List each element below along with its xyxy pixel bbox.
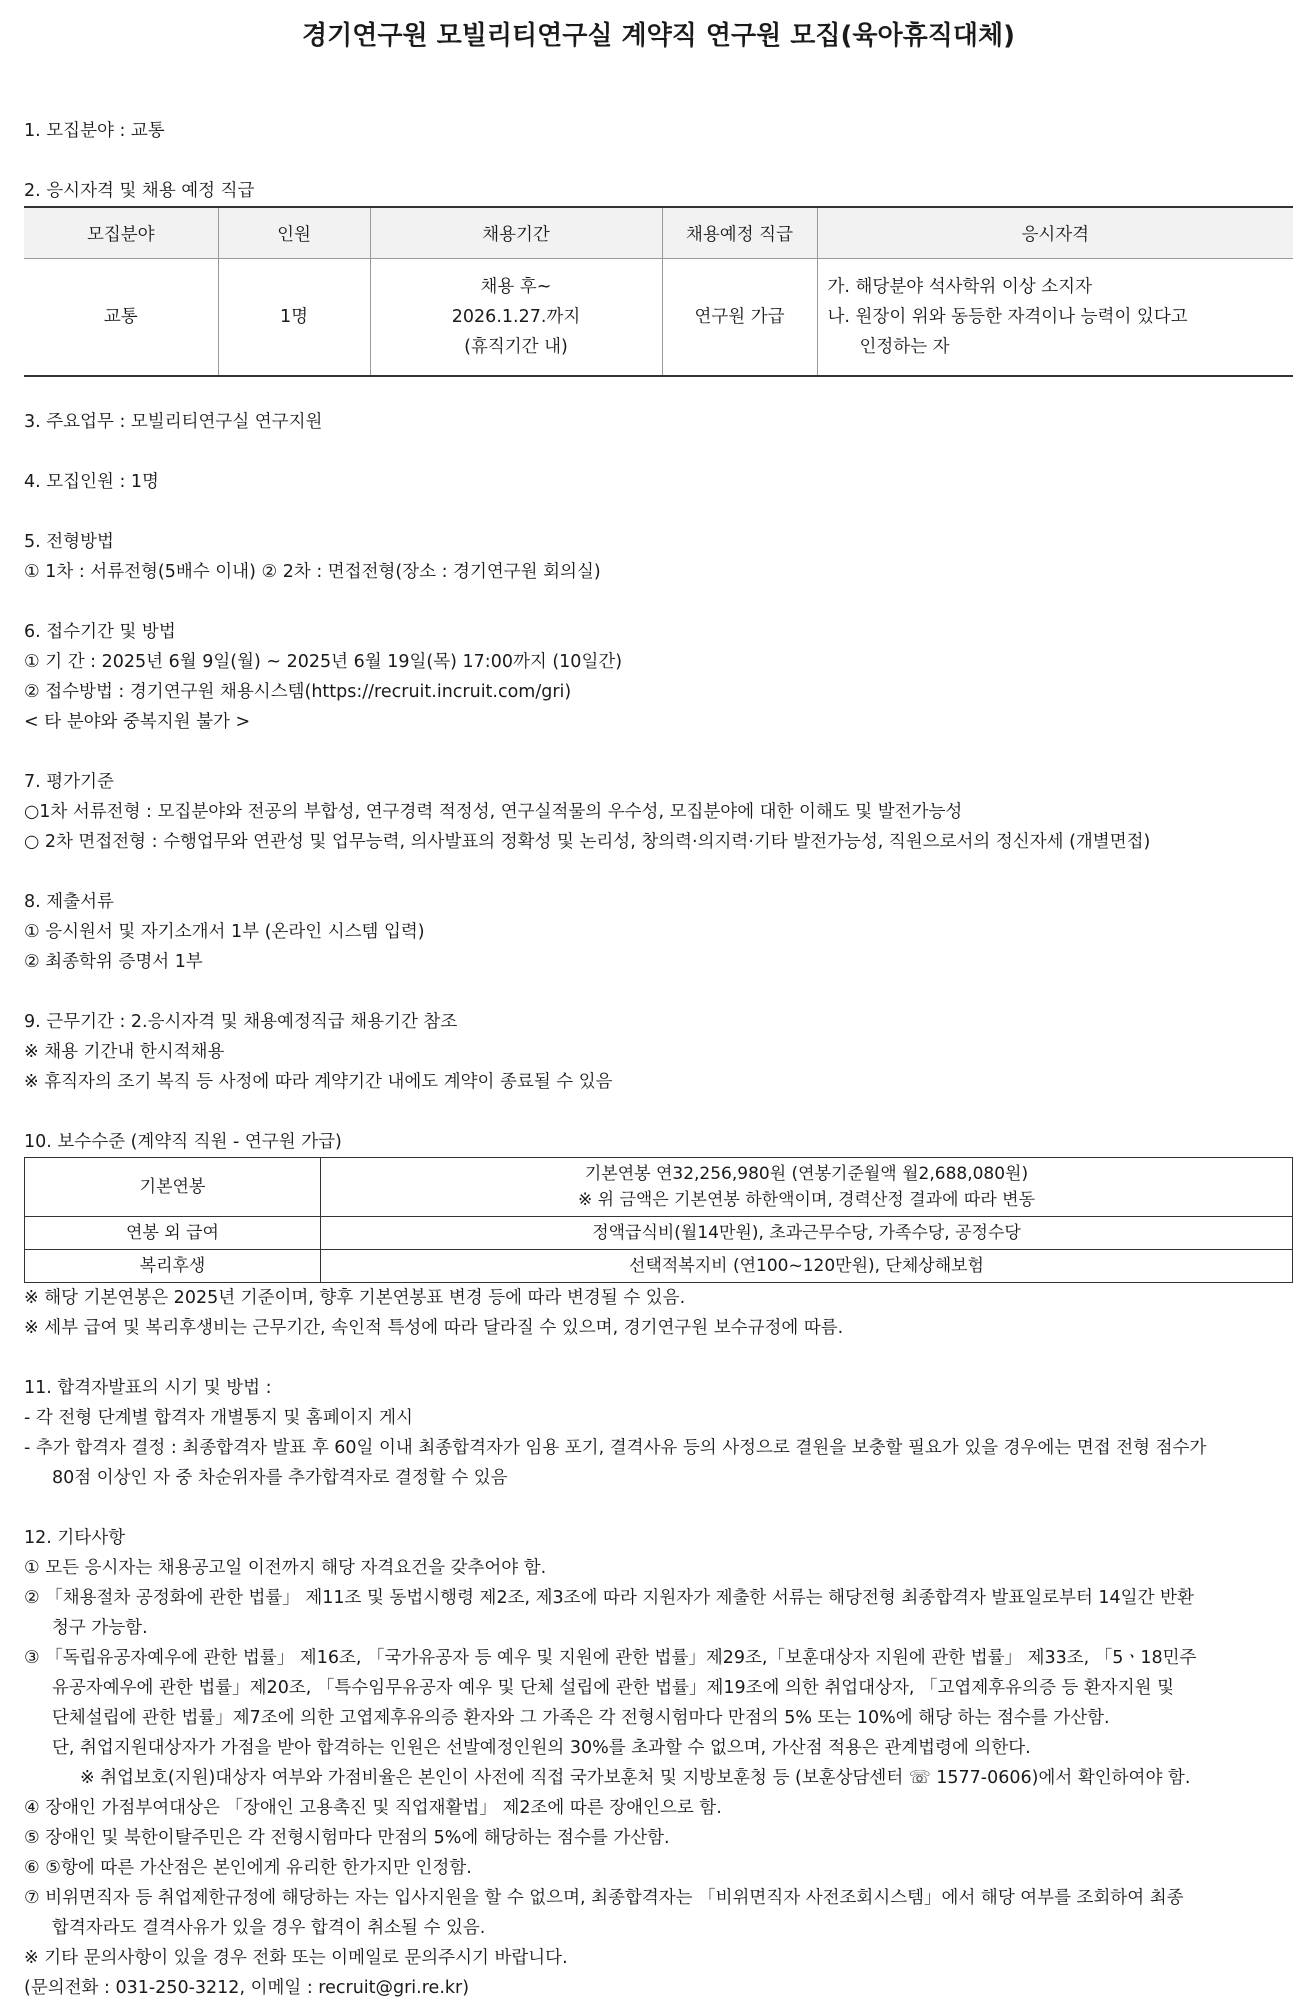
section-6-line: ① 기 간 : 2025년 6월 9일(월) ~ 2025년 6월 19일(목) 17:00까지 (10일간): [24, 652, 623, 672]
table-header-row: [24, 207, 1293, 259]
section-12-line: 합격자라도 결격사유가 있을 경우 합격이 취소될 수 있음.: [52, 1918, 486, 1938]
salary-table: [24, 1157, 1293, 1283]
table-header: 인원: [218, 207, 370, 259]
section-11-line: - 각 전형 단계별 합격자 개별통지 및 홈페이지 게시: [24, 1408, 413, 1428]
section-12-line: ④ 장애인 가점부여대상은 「장애인 고용촉진 및 직업재활법」 제2조에 따른 장애인으로 함.: [24, 1798, 722, 1818]
salary-row-head: 기본연봉: [25, 1158, 321, 1217]
table-row: [25, 1158, 1293, 1217]
cell-grade: 연구원 가급: [662, 259, 817, 377]
qualification-table: [24, 206, 1293, 377]
section-12-line: ※ 취업보호(지원)대상자 여부와 가점비율은 본인이 사전에 직접 국가보훈처 및 지방보훈청 등 (보훈상담센터 ☏ 1577-0606)에서 확인하여야 함.: [80, 1768, 1191, 1788]
table-header: 응시자격: [817, 207, 1293, 259]
section-12-line: 단체설립에 관한 법률」제7조에 의한 고엽제후유의증 환자와 그 가족은 각 전형시험마다 만점의 5% 또는 10%에 해당 하는 점수를 가산함.: [52, 1708, 1110, 1728]
salary-line: 기본연봉 연32,256,980원 (연봉기준월액 월2,688,080원): [584, 1164, 1029, 1184]
contact-line: (문의전화 : 031-250-3212, 이메일 : recruit@gri.re.kr): [24, 1978, 470, 1998]
qual-line: 인정하는 자: [859, 337, 950, 357]
section-12-title: 12. 기타사항: [24, 1528, 126, 1548]
section-9-line: ※ 휴직자의 조기 복직 등 사정에 따라 계약기간 내에도 계약이 종료될 수 있음: [24, 1072, 613, 1092]
salary-line: ※ 위 금액은 기본연봉 하한액이며, 경력산정 결과에 따라 변동: [577, 1190, 1035, 1210]
cell-period: [370, 259, 662, 377]
section-2-title: 2. 응시자격 및 채용 예정 직급: [24, 181, 255, 201]
section-12-line: ③ 「독립유공자예우에 관한 법률」 제16조, 「국가유공자 등 예우 및 지원에 관한 법률」제29조,「보훈대상자 지원에 관한 법률」 제33조, 「5ㆍ18민주: [24, 1648, 1197, 1668]
section-9-line: ※ 채용 기간내 한시적채용: [24, 1042, 225, 1062]
salary-row-head: 연봉 외 급여: [25, 1217, 321, 1250]
section-11-line: 80점 이상인 자 중 차순위자를 추가합격자로 결정할 수 있음: [52, 1468, 508, 1488]
section-12-line: ⑥ ⑤항에 따른 가산점은 본인에게 유리한 한가지만 인정함.: [24, 1858, 472, 1878]
section-7-title: 7. 평가기준: [24, 772, 114, 792]
period-line: 채용 후~: [480, 277, 552, 297]
section-12-line: ① 모든 응시자는 채용공고일 이전까지 해당 자격요건을 갖추어야 함.: [24, 1558, 547, 1578]
cell-count: 1명: [218, 259, 370, 377]
page-title: 경기연구원 모빌리티연구실 계약직 연구원 모집(육아휴직대체): [302, 21, 1015, 51]
cell-qualification: [817, 259, 1293, 377]
section-8-line: ① 응시원서 및 자기소개서 1부 (온라인 시스템 입력): [24, 922, 425, 942]
salary-note: ※ 해당 기본연봉은 2025년 기준이며, 향후 기본연봉표 변경 등에 따라 변경될 수 있음.: [24, 1288, 686, 1308]
table-row: [25, 1217, 1293, 1250]
section-5-title: 5. 전형방법: [24, 532, 114, 552]
salary-row-value: 정액급식비(월14만원), 초과근무수당, 가족수당, 공정수당: [321, 1217, 1293, 1250]
section-5-line: ① 1차 : 서류전형(5배수 이내) ② 2차 : 면접전형(장소 : 경기연구원 회의실): [24, 562, 601, 582]
section-11-line: - 추가 합격자 결정 : 최종합격자 발표 후 60일 이내 최종합격자가 임용 포기, 결격사유 등의 사정으로 결원을 보충할 필요가 있을 경우에는 면접 전형 점수가: [24, 1438, 1207, 1458]
section-8-title: 8. 제출서류: [24, 892, 114, 912]
salary-note: ※ 세부 급여 및 복리후생비는 근무기간, 속인적 특성에 따라 달라질 수 있으며, 경기연구원 보수규정에 따름.: [24, 1318, 844, 1338]
section-12-line: 청구 가능함.: [52, 1618, 148, 1638]
qual-line: 가. 해당분야 석사학위 이상 소지자: [827, 277, 1092, 297]
section-7-line: ○1차 서류전형 : 모집분야와 전공의 부합성, 연구경력 적정성, 연구실적물의 우수성, 모집분야에 대한 이해도 및 발전가능성: [24, 802, 963, 822]
cell-field: 교통: [24, 259, 218, 377]
section-11-title: 11. 합격자발표의 시기 및 방법 :: [24, 1378, 272, 1398]
section-6-line: ② 접수방법 : 경기연구원 채용시스템(https://recruit.incruit.com/gri): [24, 682, 572, 702]
table-header: 모집분야: [24, 207, 218, 259]
section-12-line: 단, 취업지원대상자가 가점을 받아 합격하는 인원은 선발예정인원의 30%를 초과할 수 없으며, 가산점 적용은 관계법령에 의한다.: [52, 1738, 1031, 1758]
section-1-field: 1. 모집분야 : 교통: [24, 121, 165, 141]
salary-row-value: 선택적복지비 (연100~120만원), 단체상해보험: [321, 1250, 1293, 1283]
table-row: [25, 1250, 1293, 1283]
section-9-title: 9. 근무기간 : 2.응시자격 및 채용예정직급 채용기간 참조: [24, 1012, 458, 1032]
table-row: [24, 259, 1293, 377]
section-8-line: ② 최종학위 증명서 1부: [24, 952, 203, 972]
section-4-headcount: 4. 모집인원 : 1명: [24, 472, 159, 492]
section-10-title: 10. 보수수준 (계약직 직원 - 연구원 가급): [24, 1132, 342, 1152]
section-7-line: ○ 2차 면접전형 : 수행업무와 연관성 및 업무능력, 의사발표의 정확성 및 논리성, 창의력·의지력·기타 발전가능성, 직원으로서의 정신자세 (개별면접): [24, 832, 1151, 852]
section-12-line: 유공자예우에 관한 법률」제20조, 「특수임무유공자 예우 및 단체 설립에 관한 법률」제19조에 의한 취업대상자, 「고엽제후유의증 등 환자지원 및: [52, 1678, 1174, 1698]
salary-row-value: [321, 1158, 1293, 1217]
section-12-line: ⑤ 장애인 및 북한이탈주민은 각 전형시험마다 만점의 5%에 해당하는 점수를 가산함.: [24, 1828, 670, 1848]
section-6-line: < 타 분야와 중복지원 불가 >: [24, 712, 251, 732]
period-line: (휴직기간 내): [464, 337, 568, 357]
section-12-line: ※ 기타 문의사항이 있을 경우 전화 또는 이메일로 문의주시기 바랍니다.: [24, 1948, 568, 1968]
section-3-duty: 3. 주요업무 : 모빌리티연구실 연구지원: [24, 412, 323, 432]
salary-row-head: 복리후생: [25, 1250, 321, 1283]
section-12-line: ⑦ 비위면직자 등 취업제한규정에 해당하는 자는 입사지원을 할 수 없으며, 최종합격자는 「비위면직자 사전조회시스템」에서 해당 여부를 조회하여 최종: [24, 1888, 1184, 1908]
table-header: 채용기간: [370, 207, 662, 259]
qual-line: 나. 원장이 위와 동등한 자격이나 능력이 있다고: [827, 307, 1188, 327]
section-6-title: 6. 접수기간 및 방법: [24, 622, 176, 642]
section-12-line: ② 「채용절차 공정화에 관한 법률」 제11조 및 동법시행령 제2조, 제3조에 따라 지원자가 제출한 서류는 해당전형 최종합격자 발표일로부터 14일간 반환: [24, 1588, 1194, 1608]
period-line: 2026.1.27.까지: [451, 307, 581, 327]
table-header: 채용예정 직급: [662, 207, 817, 259]
